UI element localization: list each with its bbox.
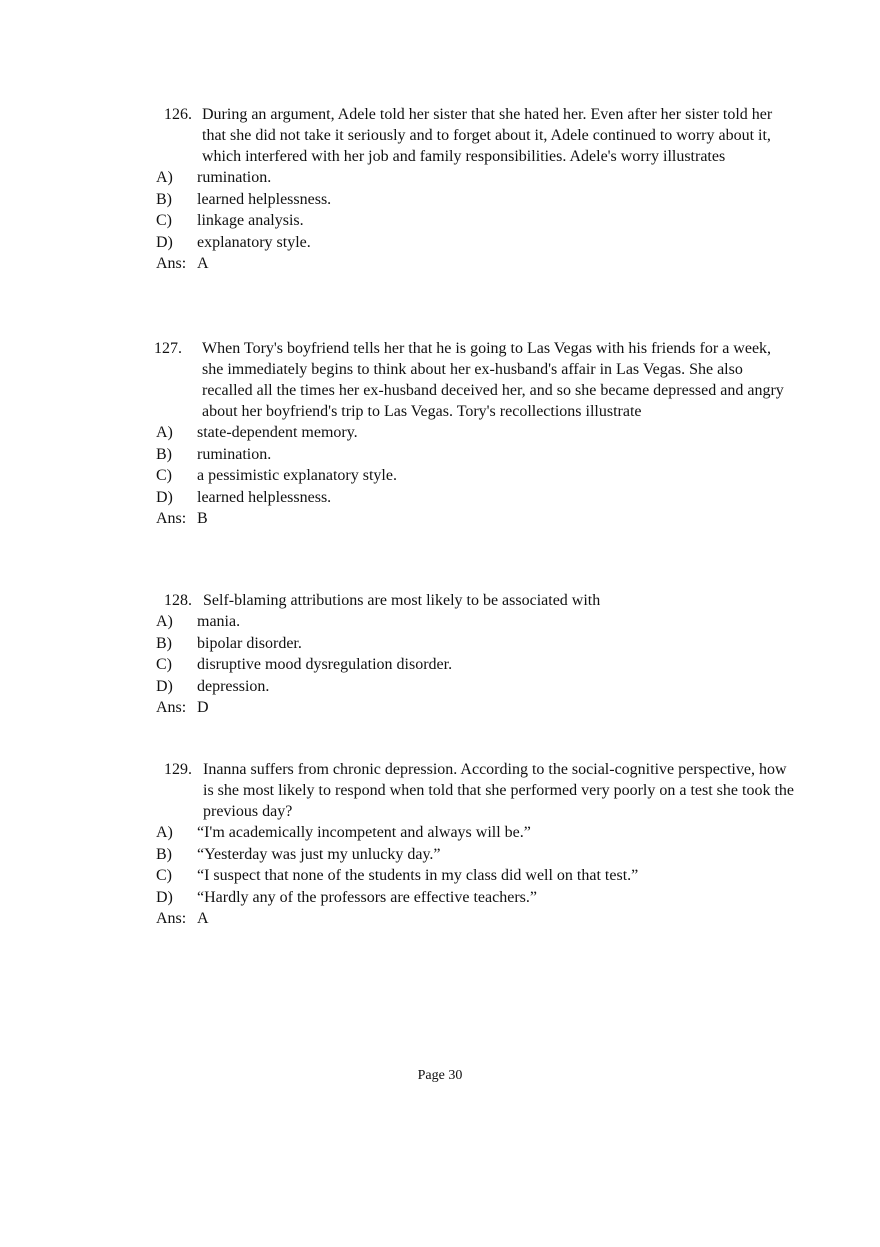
choice-text: rumination.	[197, 445, 272, 463]
answer-label: Ans:	[156, 910, 187, 927]
answer-line	[156, 508, 796, 529]
answer-line	[156, 908, 796, 929]
question-126	[156, 104, 796, 274]
choice-text: “I'm academically incompetent and always will be.”	[197, 824, 531, 841]
choice-text: mania.	[197, 613, 241, 630]
choice-d	[156, 676, 796, 698]
choice-b	[156, 633, 796, 655]
answer-line	[156, 697, 796, 718]
choice-letter: B)	[156, 634, 172, 652]
choice-b	[156, 844, 796, 866]
choice-d	[156, 887, 796, 909]
choice-text: depression.	[197, 677, 270, 695]
choice-letter: A)	[156, 169, 173, 186]
choice-letter: C)	[156, 867, 172, 884]
choice-letter: B)	[156, 445, 172, 463]
choice-d	[156, 232, 796, 254]
choice-text: bipolar disorder.	[197, 634, 302, 652]
question-stem-block	[156, 759, 796, 822]
question-number: 126.	[164, 106, 192, 123]
question-number: 129.	[164, 761, 192, 778]
choice-text: “Hardly any of the professors are effective teachers.”	[197, 888, 537, 906]
choice-letter: B)	[156, 190, 172, 208]
choice-letter: D)	[156, 233, 173, 251]
choice-text: linkage analysis.	[197, 212, 304, 229]
question-stem: When Tory's boyfriend tells her that he is going to Las Vegas with his friends for a week, she immediately begins to think about her ex-husband's affair in Las Vegas. She also recalled all the times her ex-husband deceived her, and so she became depressed and angry about her boyfriend's trip to Las Vegas. Tory's recollections illustrate	[202, 340, 784, 420]
question-number: 127.	[154, 340, 182, 357]
choice-c	[156, 865, 796, 887]
choice-text: state-dependent memory.	[197, 424, 358, 441]
choice-a	[156, 611, 796, 633]
answer-value: A	[197, 255, 209, 272]
choice-letter: D)	[156, 677, 173, 695]
choice-text: explanatory style.	[197, 233, 311, 251]
choice-letter: D)	[156, 888, 173, 906]
choice-c	[156, 654, 796, 676]
question-129	[156, 759, 796, 929]
answer-value: B	[197, 510, 208, 527]
page-number: Page 30	[417, 1068, 463, 1083]
choice-a	[156, 422, 796, 444]
choice-letter: C)	[156, 467, 172, 484]
question-stem: Self-blaming attributions are most likely to be associated with	[203, 592, 601, 609]
choice-d	[156, 487, 796, 509]
question-stem-block	[156, 338, 796, 422]
choice-c	[156, 210, 796, 232]
choice-text: “Yesterday was just my unlucky day.”	[197, 845, 441, 863]
choice-b	[156, 189, 796, 211]
choice-text: a pessimistic explanatory style.	[197, 467, 397, 484]
answer-label: Ans:	[156, 510, 187, 527]
answer-value: D	[197, 699, 209, 716]
question-stem: During an argument, Adele told her sister that she hated her. Even after her sister told her that she did not take it seriously and to forget about it, Adele continued to worry about it, which interfered with her job and family responsibilities. Adele's worry illustrates	[202, 106, 773, 165]
answer-label: Ans:	[156, 699, 187, 716]
choice-b	[156, 444, 796, 466]
choice-text: learned helplessness.	[197, 488, 332, 506]
choice-letter: D)	[156, 488, 173, 506]
choice-letter: A)	[156, 424, 173, 441]
question-128	[156, 590, 796, 718]
answer-line	[156, 253, 796, 274]
choice-a	[156, 167, 796, 189]
choice-text: “I suspect that none of the students in my class did well on that test.”	[197, 867, 639, 884]
question-stem-block	[156, 104, 796, 167]
choice-a	[156, 822, 796, 844]
question-stem-block	[156, 590, 796, 611]
choice-text: rumination.	[197, 169, 272, 186]
choice-c	[156, 465, 796, 487]
choice-letter: A)	[156, 824, 173, 841]
answer-label: Ans:	[156, 255, 187, 272]
question-127	[156, 338, 796, 529]
choice-text: learned helplessness.	[197, 190, 332, 208]
choice-letter: C)	[156, 656, 172, 673]
choice-letter: B)	[156, 845, 172, 863]
answer-value: A	[197, 910, 209, 927]
choice-text: disruptive mood dysregulation disorder.	[197, 656, 453, 673]
choice-letter: A)	[156, 613, 173, 630]
question-stem: Inanna suffers from chronic depression. According to the social-cognitive perspective, how is she most likely to respond when told that she performed very poorly on a test she took the previous day?	[203, 761, 794, 820]
question-number: 128.	[164, 592, 192, 609]
choice-letter: C)	[156, 212, 172, 229]
